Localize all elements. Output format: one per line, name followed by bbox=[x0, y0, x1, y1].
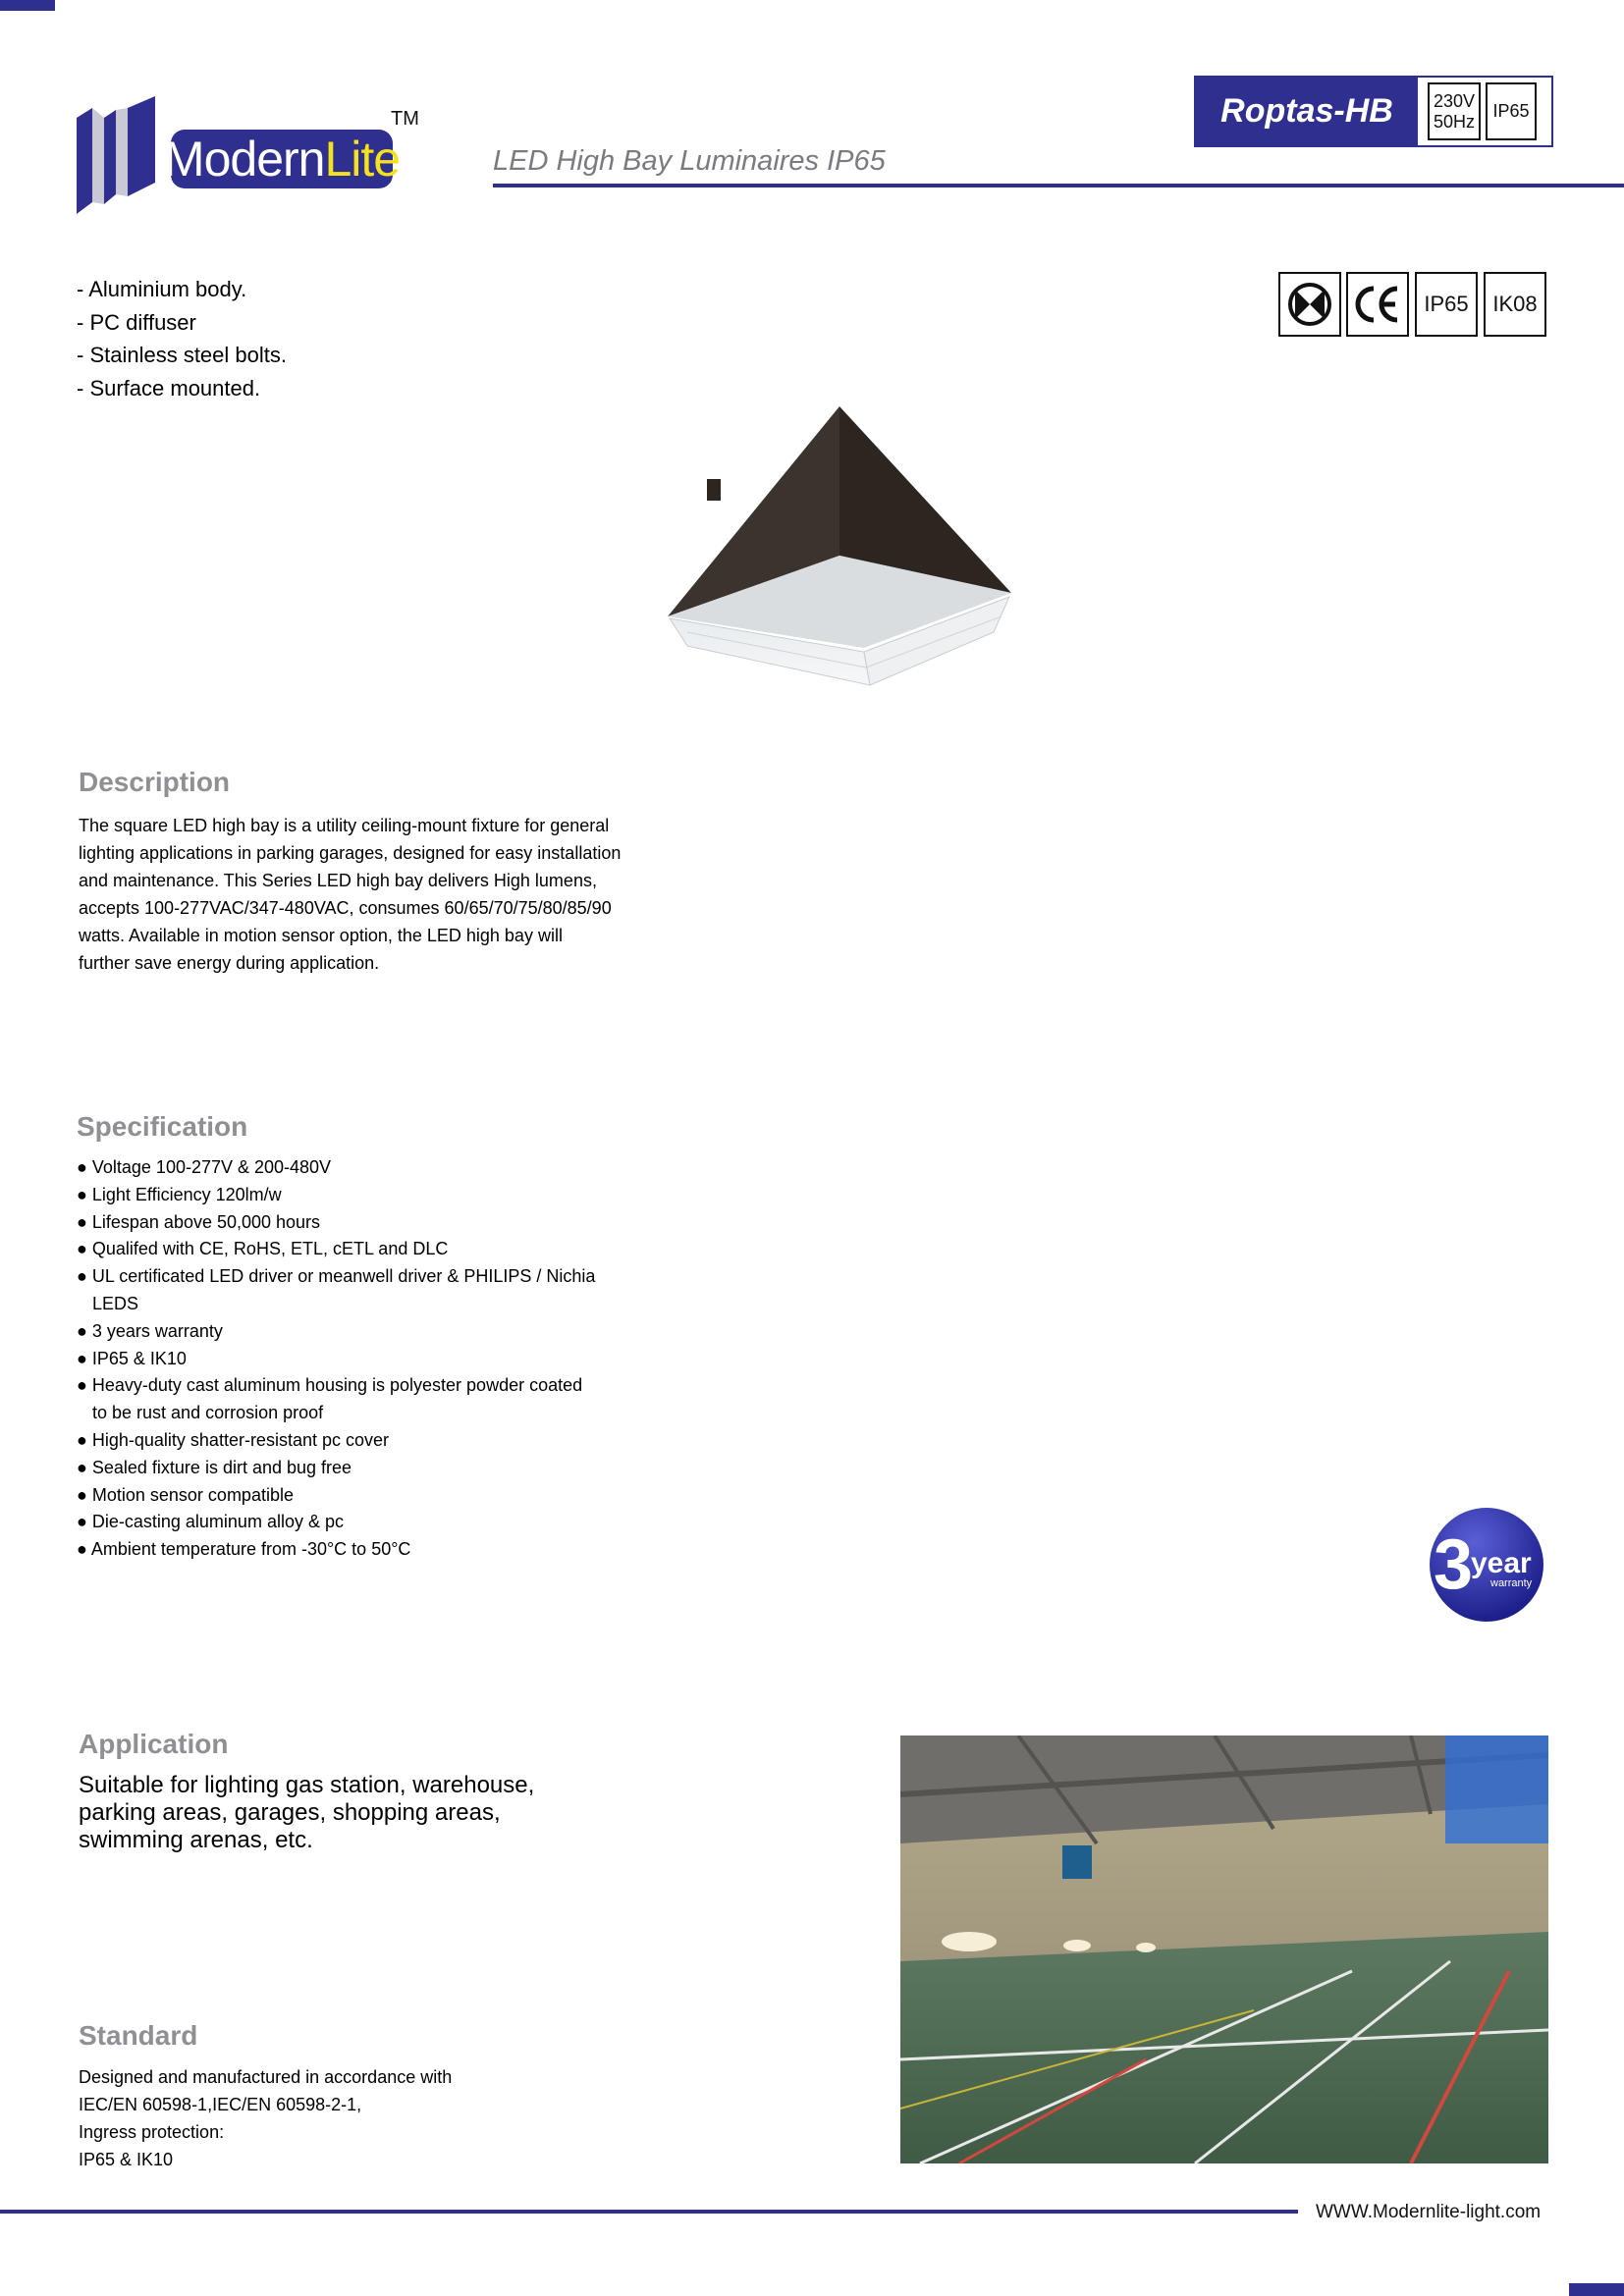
warranty-number: 3 bbox=[1434, 1525, 1474, 1604]
application-section bbox=[79, 1729, 707, 1854]
corner-accent-bottom bbox=[1569, 2283, 1624, 2296]
specification-list bbox=[77, 1154, 597, 1564]
warranty-badge-icon bbox=[1428, 1506, 1545, 1624]
product-image bbox=[648, 400, 1031, 695]
spec-item: ● Voltage 100-277V & 200-480V bbox=[77, 1157, 332, 1177]
application-line: Suitable for lighting gas station, warehouse, bbox=[79, 1772, 535, 1798]
spec-item: ● Heavy-duty cast aluminum housing is polyester powder coated to be rust and corrosion proof bbox=[77, 1375, 583, 1423]
spec-item: ● Die-casting aluminum alloy & pc bbox=[77, 1512, 344, 1532]
warranty-sub: warranty bbox=[1490, 1577, 1533, 1589]
feature-item: - Stainless steel bolts. bbox=[77, 343, 287, 367]
description-line: accepts 100-277VAC/347-480VAC, consumes 60/65/70/75/80/85/90 bbox=[79, 898, 612, 918]
ce-mark-icon bbox=[1346, 272, 1409, 337]
ip-rating-box: IP65 bbox=[1486, 82, 1537, 140]
feature-item: - Surface mounted. bbox=[77, 375, 261, 400]
logo-text-modern: Modern bbox=[163, 132, 325, 187]
standard-line: Designed and manufactured in accordance with bbox=[79, 2067, 453, 2087]
feature-item: - Aluminium body. bbox=[77, 277, 247, 301]
standard-section bbox=[79, 2020, 707, 2173]
standard-line: IEC/EN 60598-1,IEC/EN 60598-2-1, bbox=[79, 2095, 362, 2114]
spec-item: ● Ambient temperature from -30°C to 50°C bbox=[77, 1539, 411, 1560]
warranty-word: year bbox=[1471, 1547, 1532, 1579]
description-line: The square LED high bay is a utility ceiling-mount fixture for general bbox=[79, 816, 610, 835]
subtitle-divider bbox=[493, 184, 1624, 187]
application-heading: Application bbox=[79, 1729, 229, 1759]
feature-list bbox=[77, 273, 287, 404]
description-line: watts. Available in motion sensor option, the LED high bay will bbox=[79, 926, 563, 945]
logo-mark-icon bbox=[77, 96, 161, 214]
description-line: and maintenance. This Series LED high bay delivers High lumens, bbox=[79, 871, 597, 890]
description-heading: Description bbox=[79, 767, 231, 797]
frequency-value: 50Hz bbox=[1433, 111, 1475, 132]
description-line: lighting applications in parking garages, designed for easy installation bbox=[79, 843, 622, 863]
description-line: further save energy during application. bbox=[79, 953, 380, 973]
footer-divider bbox=[0, 2210, 1298, 2214]
spec-item: ● Motion sensor compatible bbox=[77, 1484, 294, 1505]
spec-item: ● High-quality shatter-resistant pc cover bbox=[77, 1429, 389, 1450]
model-name: Roptas-HB bbox=[1196, 78, 1418, 145]
application-photo bbox=[900, 1735, 1548, 2163]
spec-item: ● IP65 & IK10 bbox=[77, 1348, 187, 1368]
specification-heading: Specification bbox=[77, 1111, 248, 1142]
spec-item: ● UL certificated LED driver or meanwell driver & PHILIPS / Nichia LEDS bbox=[77, 1266, 596, 1313]
spec-item: ● Light Efficiency 120lm/w bbox=[77, 1184, 282, 1204]
logo-text-lite: Lite bbox=[324, 132, 401, 187]
application-line: swimming arenas, etc. bbox=[79, 1827, 313, 1853]
spec-item: ● Sealed fixture is dirt and bug free bbox=[77, 1457, 352, 1477]
page-subtitle: LED High Bay Luminaires IP65 bbox=[493, 145, 886, 177]
ik08-badge: IK08 bbox=[1484, 272, 1546, 337]
feature-item: - PC diffuser bbox=[77, 309, 196, 335]
model-badge bbox=[1194, 76, 1553, 147]
ip65-badge: IP65 bbox=[1415, 272, 1478, 337]
application-line: parking areas, garages, shopping areas, bbox=[79, 1799, 501, 1826]
safety-class-icon bbox=[1278, 272, 1341, 337]
spec-item: ● 3 years warranty bbox=[77, 1320, 223, 1341]
voltage-value: 230V bbox=[1433, 90, 1476, 111]
description-section bbox=[79, 767, 687, 977]
spec-item: ● Qualifed with CE, RoHS, ETL, cETL and DLC bbox=[77, 1239, 449, 1259]
standard-line: Ingress protection: bbox=[79, 2122, 225, 2142]
standard-heading: Standard bbox=[79, 2020, 198, 2051]
voltage-rating-box bbox=[1428, 82, 1481, 140]
footer-website-link[interactable]: WWW.Modernlite-light.com bbox=[1316, 2202, 1542, 2222]
trademark-symbol: TM bbox=[391, 108, 419, 130]
spec-item: ● Lifespan above 50,000 hours bbox=[77, 1211, 321, 1232]
corner-accent-top bbox=[0, 0, 55, 11]
standard-line: IP65 & IK10 bbox=[79, 2150, 174, 2169]
logo-wordmark bbox=[163, 130, 401, 188]
